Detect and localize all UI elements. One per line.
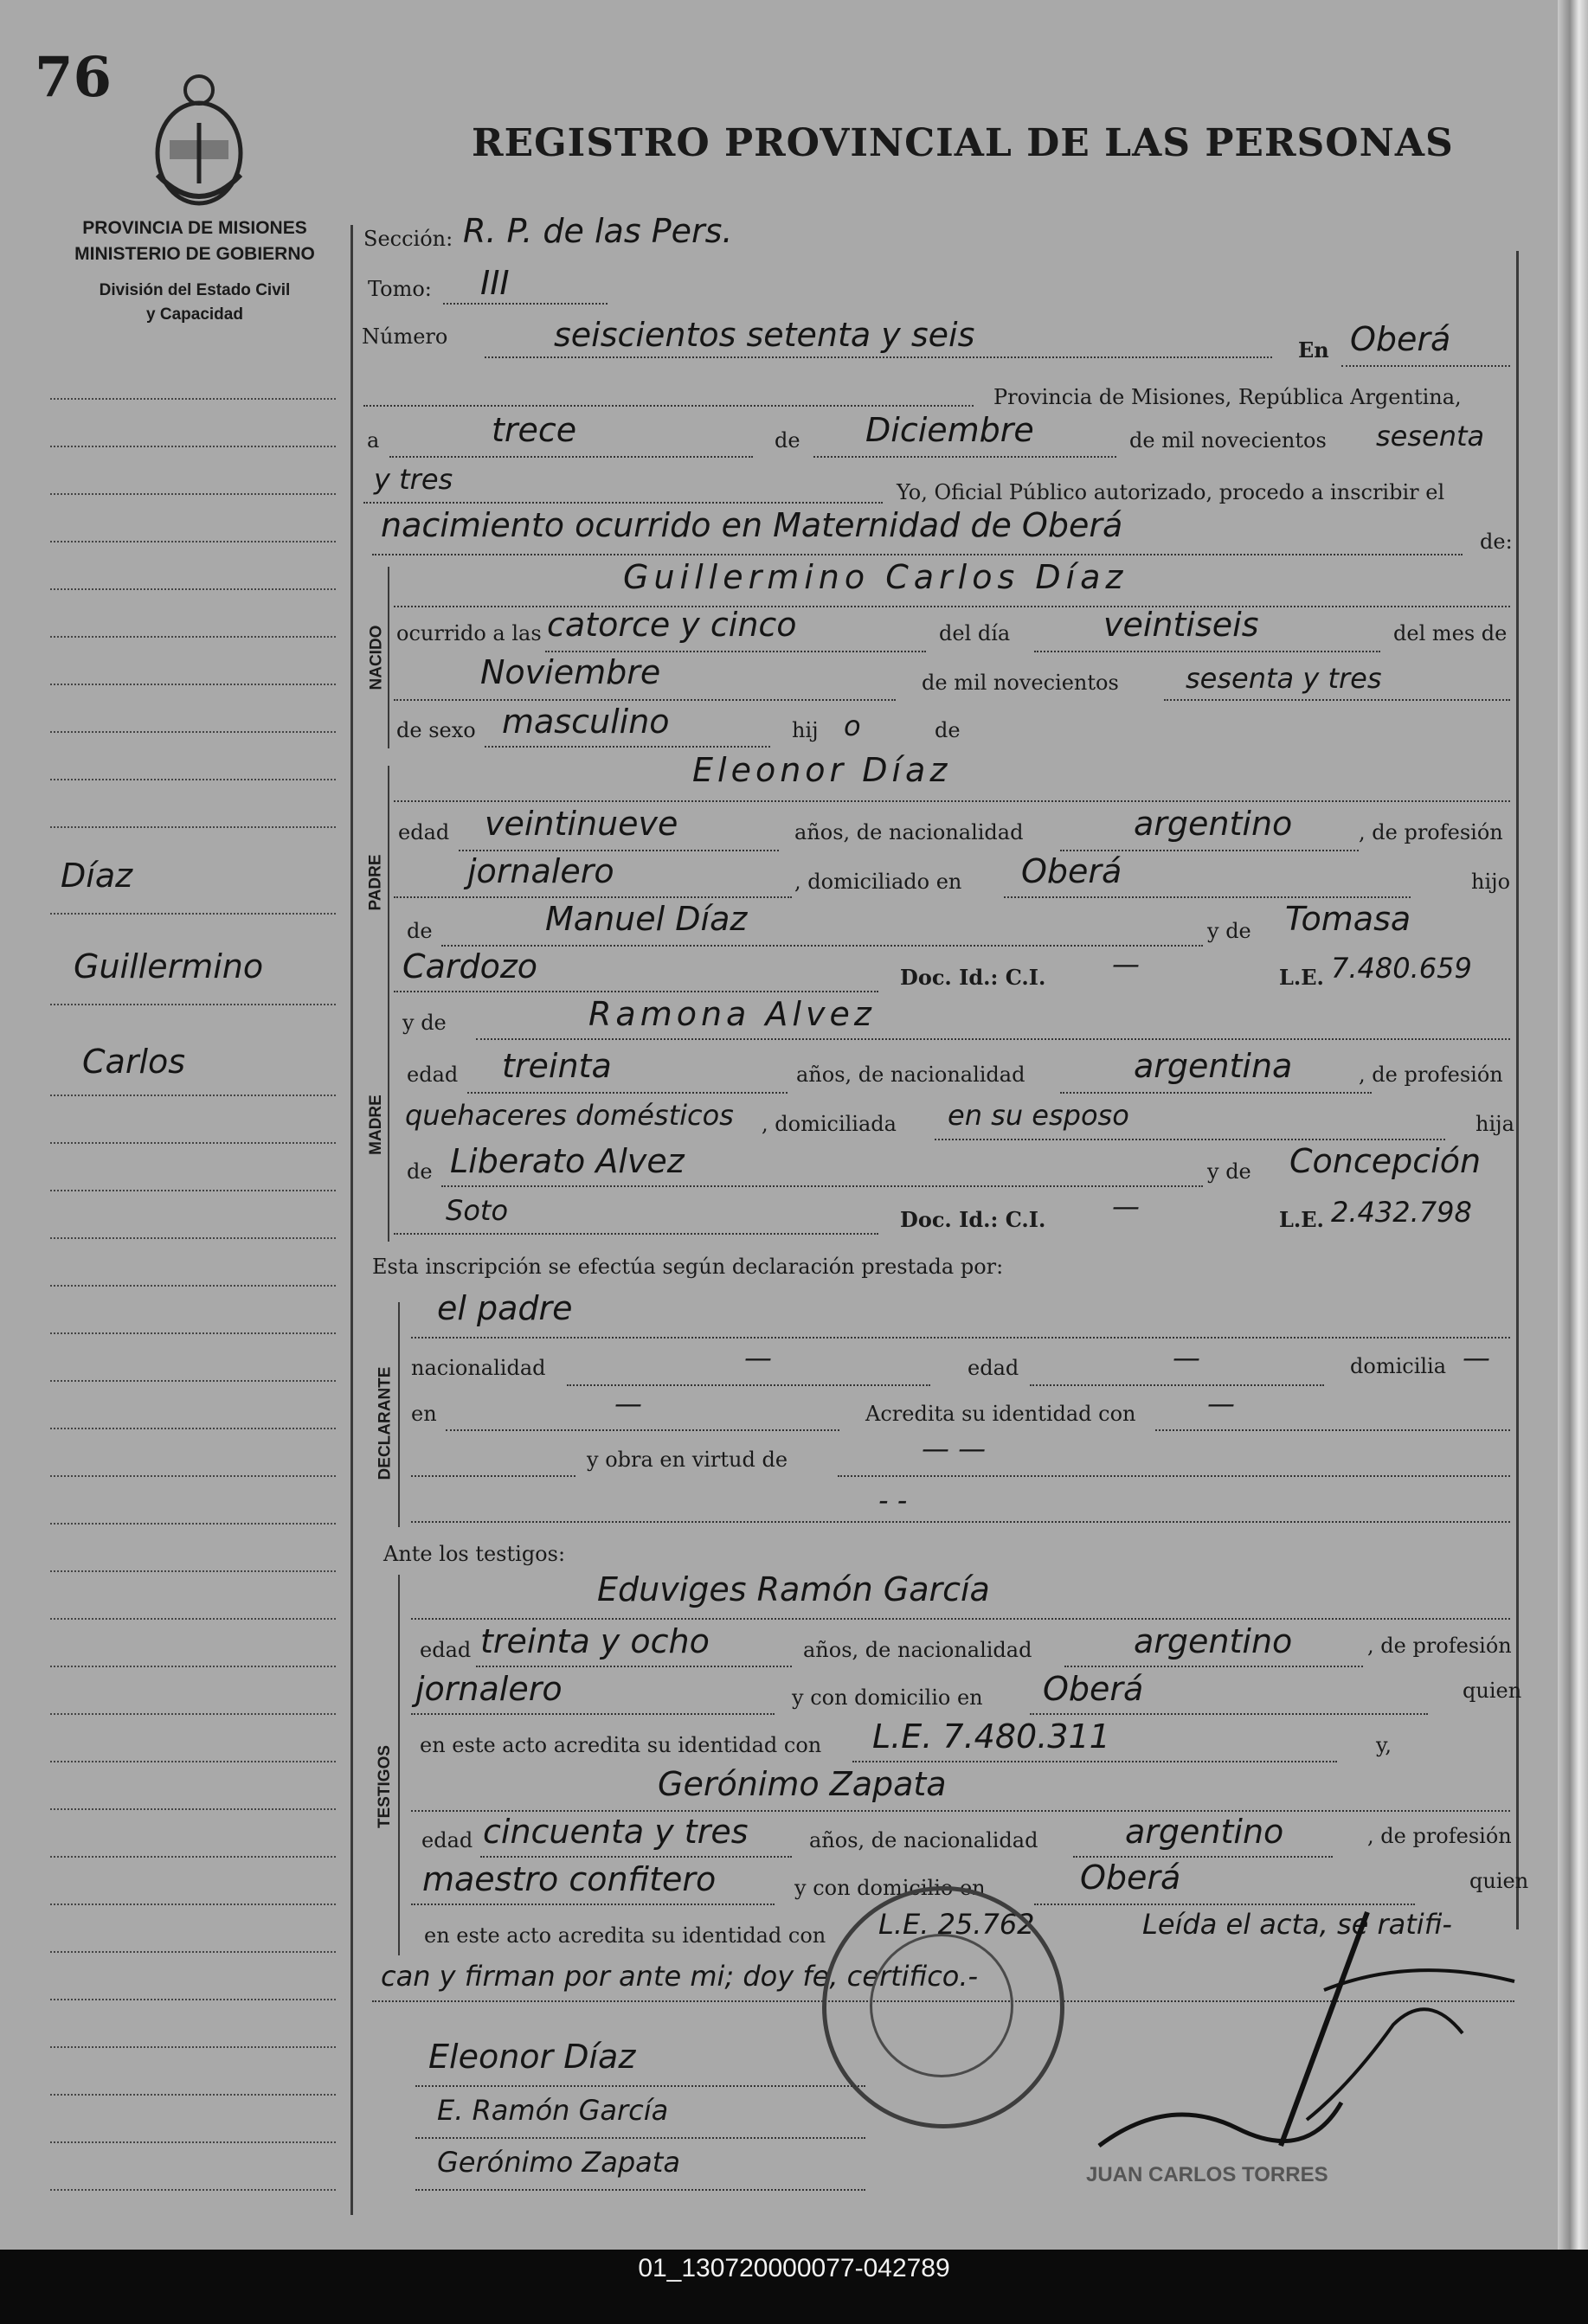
anio-line bbox=[1164, 699, 1510, 701]
madre-padre-value: Liberato Alvez bbox=[450, 1142, 685, 1180]
margin-line bbox=[50, 1095, 336, 1096]
dia-value: veintiseis bbox=[1103, 606, 1259, 644]
declarante-nac-line bbox=[567, 1384, 930, 1386]
testigo1-nac-line bbox=[1064, 1666, 1363, 1667]
hora-value: catorce y cinco bbox=[547, 606, 797, 644]
coat-of-arms-emblem bbox=[145, 71, 253, 209]
margin-second-name: Carlos bbox=[82, 1043, 186, 1081]
madre-yde2-label: y de bbox=[1207, 1159, 1251, 1184]
margin-line bbox=[50, 1999, 336, 2000]
mes-label: del mes de bbox=[1393, 621, 1508, 645]
margin-line bbox=[50, 588, 336, 590]
testigo1-edad-label: edad bbox=[420, 1638, 472, 1662]
margin-line bbox=[50, 1142, 336, 1144]
signature-line bbox=[415, 2137, 865, 2139]
declarante-dom-value: — bbox=[1463, 1341, 1490, 1374]
numero-line bbox=[485, 356, 1272, 358]
blank-line bbox=[363, 405, 974, 407]
margin-line bbox=[50, 493, 336, 495]
padre-nac-label: años, de nacionalidad bbox=[794, 820, 1024, 844]
madre-madre-value-cont: Soto bbox=[446, 1194, 509, 1227]
testigo2-prof-label: , de profesión bbox=[1367, 1824, 1512, 1848]
testigo2-dom-label: y con domicilio en bbox=[794, 1876, 986, 1900]
madre-nac-value: argentina bbox=[1134, 1047, 1293, 1085]
testigo1-y-label: y, bbox=[1376, 1733, 1392, 1757]
madre-yde-label: y de bbox=[402, 1011, 447, 1035]
padre-madre-value: Tomasa bbox=[1285, 900, 1411, 938]
official-name-stamp: JUAN CARLOS TORRES bbox=[1086, 2163, 1328, 2186]
margin-line bbox=[50, 2046, 336, 2048]
testigo2-quien-label: quien bbox=[1469, 1869, 1529, 1893]
padre-padre-value: Manuel Díaz bbox=[545, 900, 748, 938]
padre-edad-line bbox=[459, 850, 779, 851]
testigo2-nac-value: argentino bbox=[1125, 1813, 1284, 1851]
testigo2-name: Gerónimo Zapata bbox=[658, 1765, 947, 1803]
en-label: En bbox=[1298, 337, 1329, 363]
padre-name-line bbox=[394, 800, 1510, 802]
org-line-province: PROVINCIA DE MISIONES bbox=[82, 218, 307, 238]
padre-yde-label: y de bbox=[1207, 919, 1251, 943]
margin-line bbox=[50, 1570, 336, 1572]
margin-line bbox=[50, 1523, 336, 1525]
section-label-madre: MADRE bbox=[367, 1095, 386, 1155]
mes-line bbox=[394, 699, 896, 701]
madre-le-label: L.E. bbox=[1279, 1207, 1324, 1232]
margin-line bbox=[50, 684, 336, 685]
padre-name: Eleonor Díaz bbox=[692, 751, 952, 789]
sexo-line bbox=[485, 746, 770, 748]
declarante-en-label: en bbox=[411, 1402, 437, 1426]
tomo-value: III bbox=[480, 264, 510, 302]
testigo2-prof-line bbox=[411, 1903, 775, 1905]
official-seal-inner-ring bbox=[870, 1934, 1013, 2077]
testigo2-edad-line bbox=[480, 1856, 792, 1858]
declarante-acredita-value: — bbox=[1207, 1387, 1235, 1420]
closing-line-2: can y firman por ante mi; doy fe, certifico.- bbox=[381, 1960, 979, 1993]
margin-line bbox=[50, 1285, 336, 1287]
declarante-value: el padre bbox=[437, 1289, 573, 1327]
testigo1-id-line bbox=[852, 1761, 1337, 1762]
anio-label: de mil novecientos bbox=[922, 671, 1119, 695]
declarante-nac-label: nacionalidad bbox=[411, 1356, 546, 1380]
org-line-capacity: y Capacidad bbox=[146, 305, 243, 324]
margin-line bbox=[50, 2141, 336, 2143]
testigo1-acredita-label: en este acto acredita su identidad con bbox=[420, 1733, 822, 1757]
anio-label: de mil novecientos bbox=[1129, 428, 1327, 453]
declarante-virtud-line bbox=[838, 1475, 1510, 1477]
en-line bbox=[1341, 365, 1510, 367]
margin-line bbox=[50, 2189, 336, 2191]
madre-madre-cont-line bbox=[394, 1233, 878, 1235]
testigo1-prof-label: , de profesión bbox=[1367, 1634, 1512, 1658]
declarante-edad-line bbox=[1030, 1384, 1324, 1386]
seccion-value: R. P. de las Pers. bbox=[463, 212, 733, 250]
seccion-label: Sección: bbox=[363, 227, 453, 251]
margin-line bbox=[50, 779, 336, 780]
testigo1-edad-line bbox=[476, 1666, 792, 1667]
padre-doc-value: — bbox=[1112, 947, 1140, 980]
testigo2-prof-value: maestro confitero bbox=[422, 1860, 717, 1898]
madre-hija-label: hija bbox=[1475, 1112, 1514, 1136]
madre-edad-line bbox=[467, 1092, 788, 1094]
hij-suffix: o bbox=[844, 709, 861, 742]
testigo1-nac-label: años, de nacionalidad bbox=[803, 1638, 1032, 1662]
padre-nac-value: argentino bbox=[1134, 805, 1293, 843]
signature-witness-2: Gerónimo Zapata bbox=[437, 2146, 680, 2179]
mes-value: Diciembre bbox=[865, 411, 1034, 449]
testigo1-quien-label: quien bbox=[1463, 1679, 1522, 1703]
testigo1-id-value: L.E. 7.480.311 bbox=[872, 1717, 1110, 1756]
margin-surname: Díaz bbox=[61, 857, 133, 895]
margin-line bbox=[50, 1237, 336, 1239]
dia-line bbox=[1034, 651, 1380, 652]
mes-line bbox=[813, 456, 1116, 458]
padre-prof-line bbox=[394, 896, 792, 898]
anio-value-cont: y tres bbox=[374, 463, 453, 496]
margin-line bbox=[50, 1332, 336, 1334]
padre-madre-value-cont: Cardozo bbox=[402, 947, 538, 985]
padre-edad-value: veintinueve bbox=[485, 805, 678, 843]
a-label: a bbox=[367, 428, 380, 453]
declarante-extra-line bbox=[411, 1521, 1510, 1523]
margin-line bbox=[50, 541, 336, 542]
madre-name: Ramona Alvez bbox=[588, 995, 876, 1033]
hora-line bbox=[545, 651, 926, 652]
testigo1-nac-value: argentino bbox=[1134, 1622, 1293, 1660]
madre-de-label: de bbox=[407, 1159, 433, 1184]
signature-line bbox=[415, 2189, 865, 2191]
madre-prof-value: quehaceres domésticos bbox=[405, 1099, 734, 1132]
declarante-nac-value: — bbox=[744, 1341, 772, 1374]
testigo1-name: Eduviges Ramón García bbox=[597, 1570, 990, 1608]
sexo-label: de sexo bbox=[396, 718, 476, 742]
declarante-acredita-line bbox=[1155, 1429, 1510, 1431]
madre-edad-label: edad bbox=[407, 1062, 459, 1087]
madre-dom-line bbox=[935, 1139, 1445, 1140]
padre-le-value: 7.480.659 bbox=[1331, 952, 1472, 985]
testigo2-acredita-label: en este acto acredita su identidad con bbox=[424, 1923, 826, 1948]
tomo-label: Tomo: bbox=[368, 277, 432, 301]
margin-line bbox=[50, 398, 336, 400]
testigo2-nac-label: años, de nacionalidad bbox=[809, 1828, 1038, 1852]
acto-value: nacimiento ocurrido en Maternidad de Oberá bbox=[381, 506, 1123, 544]
dia-value: trece bbox=[492, 411, 577, 449]
declarante-dom-label: domicilia bbox=[1350, 1354, 1447, 1378]
dia-line bbox=[389, 456, 753, 458]
book-spine bbox=[1558, 0, 1588, 2250]
margin-line bbox=[50, 1713, 336, 1715]
margin-line bbox=[50, 1856, 336, 1858]
testigo2-edad-value: cincuenta y tres bbox=[483, 1813, 749, 1851]
testigo1-dom-value: Oberá bbox=[1043, 1670, 1144, 1708]
anio-value: sesenta y tres bbox=[1186, 662, 1382, 695]
declarante-value-line bbox=[411, 1337, 1510, 1339]
padre-padre-line bbox=[441, 945, 1203, 947]
padre-dom-label: , domiciliado en bbox=[794, 870, 962, 894]
madre-madre-value: Concepción bbox=[1289, 1142, 1482, 1180]
declarante-edad-value: — bbox=[1173, 1341, 1200, 1374]
madre-nac-label: años, de nacionalidad bbox=[796, 1062, 1025, 1087]
tomo-line bbox=[443, 303, 608, 305]
margin-line bbox=[50, 636, 336, 638]
margin-line bbox=[50, 1380, 336, 1382]
testigo2-nac-line bbox=[1073, 1856, 1333, 1858]
anio-cont-line bbox=[363, 502, 883, 504]
margin-line bbox=[50, 1004, 336, 1005]
testigo2-name-line bbox=[411, 1810, 1510, 1812]
declarante-virtud-label: y obra en virtud de bbox=[587, 1448, 788, 1472]
margin-first-name: Guillermino bbox=[74, 947, 264, 985]
padre-hijo-label: hijo bbox=[1471, 870, 1511, 894]
testigo1-edad-value: treinta y ocho bbox=[480, 1622, 710, 1660]
declarante-intro: Esta inscripción se efectúa según declaración prestada por: bbox=[372, 1255, 1004, 1279]
margin-line bbox=[50, 826, 336, 828]
numero-value: seiscientos setenta y seis bbox=[554, 316, 975, 354]
testigo1-prof-value: jornalero bbox=[415, 1670, 563, 1708]
madre-dom-label: , domiciliada bbox=[762, 1112, 897, 1136]
signature-line bbox=[415, 2085, 865, 2087]
margin-line bbox=[50, 1666, 336, 1667]
main-left-rule bbox=[350, 225, 353, 2215]
margin-line bbox=[50, 2094, 336, 2096]
signature-witness-1: E. Ramón García bbox=[437, 2094, 669, 2127]
margin-line bbox=[50, 1428, 336, 1429]
provincia-text: Provincia de Misiones, República Argentina, bbox=[993, 385, 1462, 409]
declarante-edad-label: edad bbox=[968, 1356, 1019, 1380]
testigo2-edad-label: edad bbox=[421, 1828, 473, 1852]
padre-doc-label: Doc. Id.: C.I. bbox=[900, 965, 1046, 990]
madre-prof-label: , de profesión bbox=[1359, 1062, 1503, 1087]
section-label-padre: PADRE bbox=[367, 854, 386, 911]
ocurrido-label: ocurrido a las bbox=[396, 621, 542, 645]
margin-line bbox=[50, 1190, 336, 1191]
nacido-name: Guillermino Carlos Díaz bbox=[623, 558, 1128, 596]
margin-line bbox=[50, 1761, 336, 1762]
margin-line bbox=[50, 1808, 336, 1810]
signature-father: Eleonor Díaz bbox=[428, 2038, 636, 2076]
margin-line bbox=[50, 446, 336, 447]
section-label-nacido: NACIDO bbox=[367, 625, 386, 690]
margin-line bbox=[50, 1618, 336, 1620]
oficial-text: Yo, Oficial Público autorizado, procedo a inscribir el bbox=[897, 480, 1445, 504]
testigo2-dom-value: Oberá bbox=[1080, 1859, 1181, 1897]
mes-value: Noviembre bbox=[480, 653, 661, 691]
margin-line bbox=[50, 731, 336, 733]
testigo2-id-value: L.E. 25.762 bbox=[878, 1908, 1035, 1941]
declarante-en-value: — bbox=[614, 1387, 642, 1420]
testigo1-dom-line bbox=[1030, 1713, 1428, 1715]
declarante-virtud-value: — — bbox=[922, 1432, 987, 1465]
section-label-testigos: TESTIGOS bbox=[376, 1744, 395, 1829]
margin-line bbox=[50, 1903, 336, 1905]
madre-padre-line bbox=[441, 1185, 1203, 1187]
image-id-caption: 01_130720000077-042789 bbox=[638, 2254, 950, 2282]
section-label-declarante: DECLARANTE bbox=[376, 1366, 395, 1480]
padre-de-label: de bbox=[407, 919, 433, 943]
madre-doc-label: Doc. Id.: C.I. bbox=[900, 1207, 1046, 1232]
madre-le-value: 2.432.798 bbox=[1331, 1196, 1472, 1229]
margin-line bbox=[50, 913, 336, 915]
de-colon-label: de: bbox=[1480, 530, 1513, 554]
anio-value: sesenta bbox=[1376, 420, 1485, 453]
testigos-intro: Ante los testigos: bbox=[383, 1542, 566, 1566]
testigo1-dom-label: y con domicilio en bbox=[792, 1685, 983, 1710]
declarante-en-line bbox=[446, 1429, 839, 1431]
del-dia-label: del día bbox=[939, 621, 1011, 645]
official-signature-scribble bbox=[1064, 1886, 1540, 2172]
padre-madre-cont-line bbox=[394, 991, 878, 992]
hij-label: hij bbox=[792, 718, 819, 742]
declarante-acredita-label: Acredita su identidad con bbox=[865, 1402, 1136, 1426]
padre-le-label: L.E. bbox=[1279, 965, 1324, 990]
declarante-extra-value: - - bbox=[878, 1484, 908, 1517]
padre-prof-label: , de profesión bbox=[1359, 820, 1503, 844]
padre-dom-value: Oberá bbox=[1021, 852, 1122, 890]
madre-nac-line bbox=[1060, 1092, 1372, 1094]
testigo1-prof-line bbox=[411, 1713, 775, 1715]
madre-doc-value: — bbox=[1112, 1190, 1140, 1223]
madre-dom-value: en su esposo bbox=[948, 1099, 1129, 1132]
margin-line bbox=[50, 1951, 336, 1953]
folio-number: 76 bbox=[35, 45, 113, 110]
hij-de-label: de bbox=[935, 718, 961, 742]
testigo1-name-line bbox=[411, 1618, 1510, 1620]
main-right-rule bbox=[1516, 251, 1519, 1929]
closing-line-1: Leída el acta, se ratifi- bbox=[1142, 1908, 1452, 1941]
de-label: de bbox=[775, 428, 800, 453]
acto-line bbox=[372, 554, 1463, 555]
madre-name-line bbox=[476, 1038, 1510, 1040]
margin-line bbox=[50, 1475, 336, 1477]
padre-prof-value: jornalero bbox=[467, 852, 614, 890]
en-value: Oberá bbox=[1350, 320, 1451, 358]
padre-dom-line bbox=[1004, 896, 1411, 898]
sexo-value: masculino bbox=[502, 703, 670, 741]
padre-edad-label: edad bbox=[398, 820, 450, 844]
declarante-blank-line bbox=[411, 1475, 575, 1477]
org-line-ministry: MINISTERIO DE GOBIERNO bbox=[74, 244, 315, 264]
madre-edad-value: treinta bbox=[502, 1047, 612, 1085]
numero-label: Número bbox=[362, 324, 448, 349]
org-line-division: División del Estado Civil bbox=[99, 281, 291, 299]
document-title: REGISTRO PROVINCIAL DE LAS PERSONAS bbox=[472, 121, 1454, 165]
padre-nac-line bbox=[1060, 850, 1359, 851]
